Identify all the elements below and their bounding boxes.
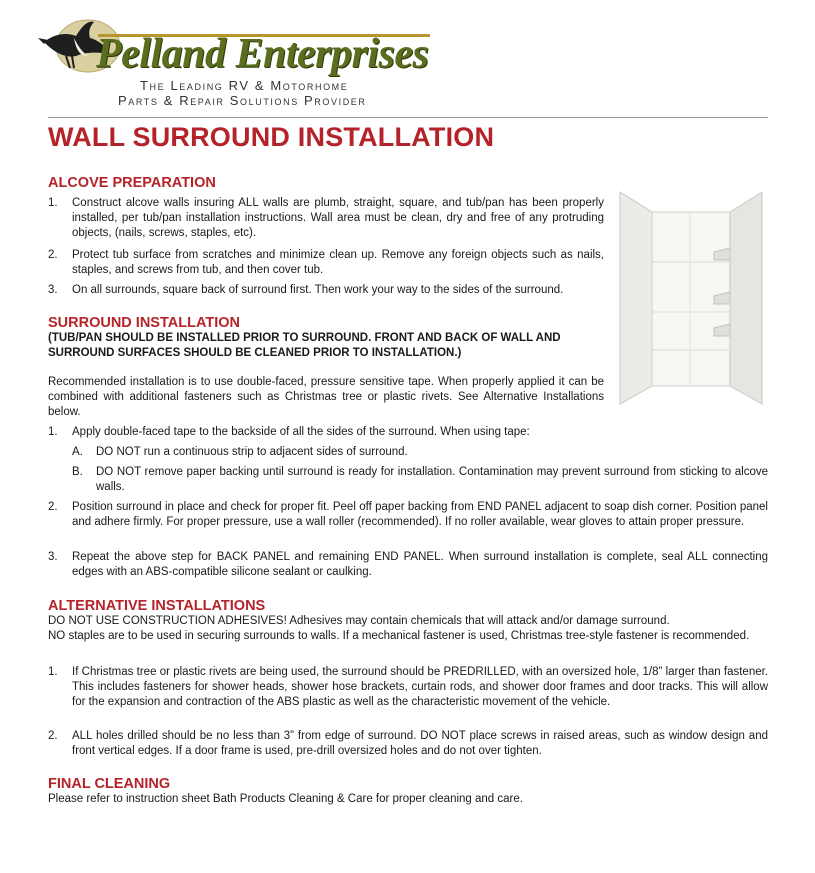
section-heading-alternative: ALTERNATIVE INSTALLATIONS	[48, 598, 266, 614]
tagline-line2: Parts & Repair Solutions Provider	[118, 93, 367, 108]
brand-name: Pelland Enterprises	[96, 31, 429, 77]
alternative-staples-note: NO staples are to be used in securing surrounds to walls. If a mechanical fastener is used, Christmas tree-style fastener is recommended.	[48, 630, 750, 642]
list-letter: A.	[72, 446, 83, 458]
list-item-text: Construct alcove walls insuring ALL walls are plumb, straight, square, and tub/pan has been properly installed, per tub/pan installation instructions. Wall area must be clean, dry and free of any protruding objects, (nails, screws, staples, etc).	[72, 197, 604, 239]
list-item-text: Repeat the above step for BACK PANEL and remaining END PANEL. When surround installation is complete, seal ALL connecting edges with an ABS-compatible silicone sealant or caulking.	[72, 551, 768, 578]
list-item-text: ALL holes drilled should be no less than 3” from edge of surround. DO NOT place screws in raised areas, such as window design and front vertical edges. If a door frame is used, pre-drill oversized holes and do not over tighten.	[72, 730, 768, 757]
list-number: 2.	[48, 501, 58, 513]
list-item-text: DO NOT remove paper backing until surround is ready for installation. Contamination may prevent surround from sticking to alcove walls.	[96, 466, 768, 493]
tub-surround-image	[618, 190, 764, 406]
final-cleaning-text: Please refer to instruction sheet Bath Products Cleaning & Care for proper cleaning and care.	[48, 793, 523, 805]
surround-intro: Recommended installation is to use double-faced, pressure sensitive tape. When properly applied it can be combined with additional fasteners such as Christmas tree or plastic rivets. See Alternative Installations below.	[48, 376, 604, 418]
list-number: 2.	[48, 249, 58, 261]
page-title: WALL SURROUND INSTALLATION	[48, 122, 495, 152]
list-number: 1.	[48, 197, 58, 209]
list-item-text: DO NOT run a continuous strip to adjacent sides of surround.	[96, 446, 408, 458]
list-item-text: Position surround in place and check for proper fit. Peel off paper backing from END PANEL adjacent to soap dish corner. Position panel and adhere firmly. For proper pressure, use a wall roller (recommended). If no roller available, wear gloves to attain proper pressure.	[72, 501, 768, 528]
section-heading-surround: SURROUND INSTALLATION	[48, 315, 240, 331]
list-item-text: On all surrounds, square back of surround first. Then work your way to the sides of the surround.	[72, 284, 564, 296]
alternative-warning: DO NOT USE CONSTRUCTION ADHESIVES! Adhesives may contain chemicals that will attack and/or damage surround.	[48, 615, 670, 627]
section-heading-final: FINAL CLEANING	[48, 776, 171, 792]
list-item-text: Protect tub surface from scratches and minimize clean up. Remove any foreign objects such as nails, staples, and screws from tub, and then cover tub.	[72, 249, 604, 276]
surround-note: (TUB/PAN SHOULD BE INSTALLED PRIOR TO SURROUND. FRONT AND BACK OF WALL AND SURROUND SURFACES SHOULD BE CLEANED PRIOR TO INSTALLATION.)	[48, 332, 561, 359]
list-number: 3.	[48, 551, 58, 563]
header-divider	[48, 117, 768, 118]
list-number: 1.	[48, 426, 58, 438]
list-number: 3.	[48, 284, 58, 296]
list-item-text: Apply double-faced tape to the backside of all the sides of the surround. When using tape:	[72, 426, 530, 438]
section-heading-alcove: ALCOVE PREPARATION	[48, 175, 216, 191]
list-number: 1.	[48, 666, 58, 678]
tagline-line1: The Leading RV & Motorhome	[140, 78, 349, 93]
list-number: 2.	[48, 730, 58, 742]
list-item-text: If Christmas tree or plastic rivets are being used, the surround should be PREDRILLED, with an oversized hole, 1/8” larger than fastener. This includes fasteners for shower heads, shower hose brackets, curtain rods, and shower door frames and door tracks. This will allow for the expansion and contraction of the ABS plastic as well as the characteristic movement of the vehicle.	[72, 666, 768, 708]
list-letter: B.	[72, 466, 83, 478]
